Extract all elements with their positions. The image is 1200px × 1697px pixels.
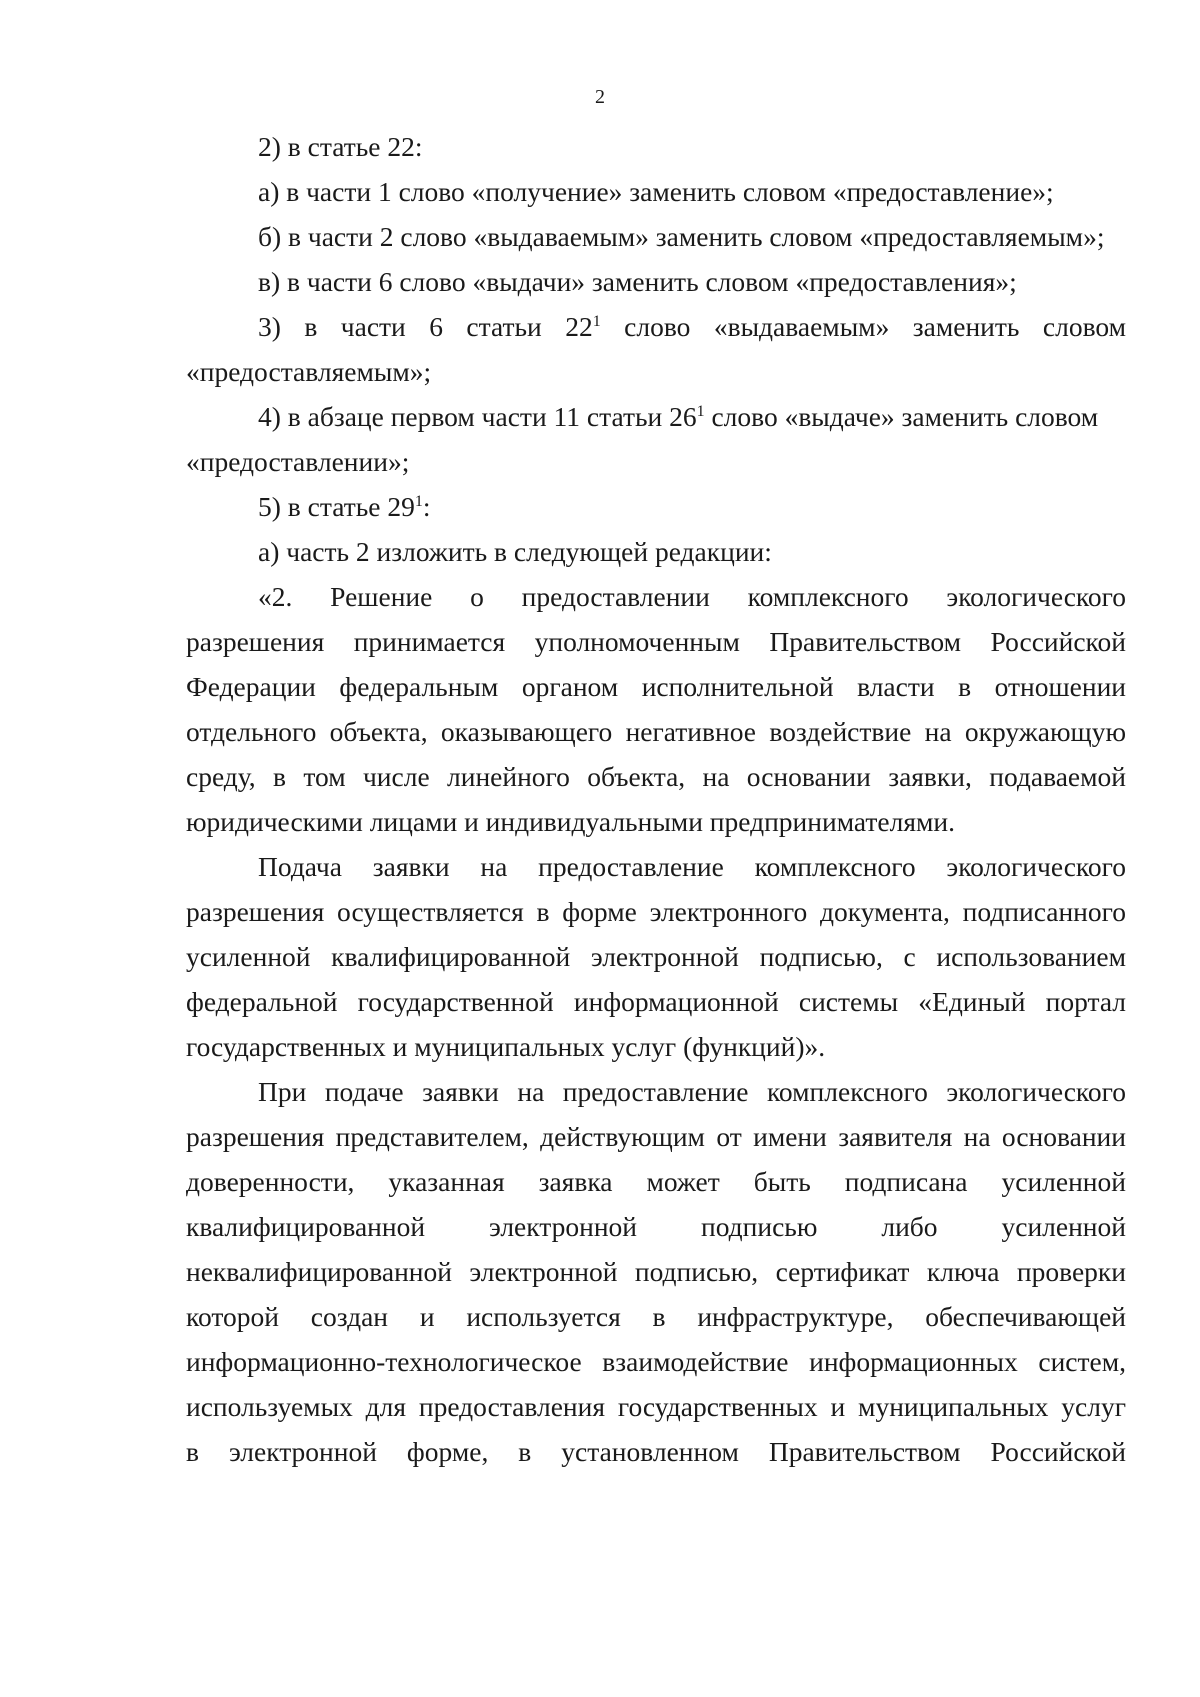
paragraph-line: разрешения представителем, действующим от имени заявителя на основании <box>186 1121 1126 1152</box>
amendment-item-5-subitem-a: а) часть 2 изложить в следующей редакции: <box>258 536 772 567</box>
amendment-item-3 <box>258 310 1126 344</box>
text-part: слово «выдаваемым» заменить словом <box>600 311 1126 342</box>
amendment-item-4 <box>258 400 1098 434</box>
paragraph-line: федеральной государственной информационной системы «Единый портал <box>186 986 1126 1017</box>
text-part: 5) в статье 29 <box>258 491 415 522</box>
paragraph-line: неквалифицированной электронной подписью, сертификат ключа проверки <box>186 1256 1126 1287</box>
paragraph-line: квалифицированной электронной подписью либо усиленной <box>186 1211 1126 1242</box>
text-part: 4) в абзаце первом части 11 статьи 26 <box>258 401 697 432</box>
paragraph-line: в электронной форме, в установленном Правительством Российской <box>186 1436 1126 1467</box>
amendment-item-5 <box>258 490 430 524</box>
superscript: 1 <box>696 402 705 420</box>
text-part: 3) в части 6 статьи 22 <box>258 311 593 342</box>
superscript: 1 <box>592 312 601 330</box>
paragraph-line: разрешения принимается уполномоченным Правительством Российской <box>186 626 1126 657</box>
paragraph-line: отдельного объекта, оказывающего негативное воздействие на окружающую <box>186 716 1126 747</box>
paragraph-line: доверенности, указанная заявка может быть подписана усиленной <box>186 1166 1126 1197</box>
amendment-item-2: 2) в статье 22: <box>258 131 423 162</box>
page-number: 2 <box>595 86 605 108</box>
paragraph-line: «2. Решение о предоставлении комплексного экологического <box>258 581 1126 612</box>
paragraph-line: Подача заявки на предоставление комплексного экологического <box>258 851 1126 882</box>
paragraph-line: государственных и муниципальных услуг (функций)». <box>186 1031 826 1062</box>
paragraph-line: Федерации федеральным органом исполнительной власти в отношении <box>186 671 1126 702</box>
superscript: 1 <box>414 492 423 510</box>
amendment-item-3-continuation: «предоставляемым»; <box>186 356 432 387</box>
paragraph-line: При подаче заявки на предоставление комплексного экологического <box>258 1076 1126 1107</box>
amendment-subitem-c: в) в части 6 слово «выдачи» заменить словом «предоставления»; <box>258 266 1017 297</box>
amendment-subitem-a: а) в части 1 слово «получение» заменить словом «предоставление»; <box>258 176 1054 207</box>
paragraph-line: разрешения осуществляется в форме электронного документа, подписанного <box>186 896 1126 927</box>
paragraph-line: среду, в том числе линейного объекта, на основании заявки, подаваемой <box>186 761 1126 792</box>
paragraph-line: которой создан и используется в инфраструктуре, обеспечивающей <box>186 1301 1126 1332</box>
text-part: : <box>422 491 431 522</box>
text-part: слово «выдаче» заменить словом <box>704 401 1099 432</box>
amendment-subitem-b: б) в части 2 слово «выдаваемым» заменить словом «предоставляемым»; <box>258 221 1105 252</box>
paragraph-line: используемых для предоставления государственных и муниципальных услуг <box>186 1391 1126 1422</box>
paragraph-line: усиленной квалифицированной электронной подписью, с использованием <box>186 941 1126 972</box>
paragraph-line: юридическими лицами и индивидуальными предпринимателями. <box>186 806 956 837</box>
paragraph-line: информационно-технологическое взаимодействие информационных систем, <box>186 1346 1126 1377</box>
amendment-item-4-continuation: «предоставлении»; <box>186 446 410 477</box>
